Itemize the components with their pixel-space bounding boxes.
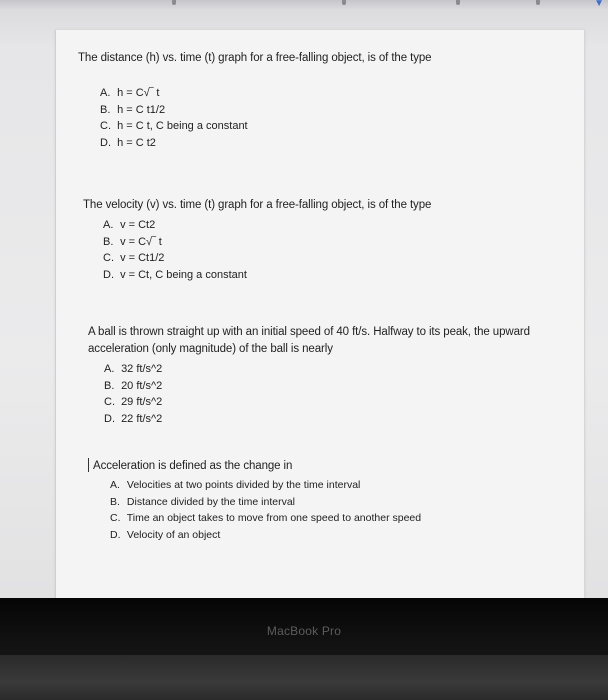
option-text: h = C t, C being a constant — [117, 120, 248, 132]
question-stem: A ball is thrown straight up with an initial speed of 40 ft/s. Halfway to its peak, the upward acceleration (only magnitude) of the ball is nearly — [88, 326, 530, 355]
browser-top-bar — [0, 0, 608, 10]
text-cursor — [88, 458, 89, 472]
question-stem: The velocity (v) vs. time (t) graph for a free-falling object, is of the type — [83, 199, 432, 211]
toolbar-marker — [456, 0, 460, 5]
option-letter: A. — [103, 219, 114, 231]
answer-options — [100, 85, 568, 151]
answer-option-a[interactable] — [104, 361, 568, 378]
option-text: v = Ct2 — [120, 219, 156, 231]
answer-option-a[interactable] — [100, 85, 568, 102]
option-text: Distance divided by the time interval — [126, 495, 296, 508]
option-text: Time an object takes to move from one speed to another speed — [126, 512, 422, 524]
device-brand-label: MacBook Pro — [266, 624, 342, 638]
question-1 — [78, 50, 568, 151]
chevron-down-icon[interactable]: ▼ — [594, 0, 604, 9]
option-text: 29 ft/s^2 — [121, 396, 163, 408]
answer-option-b[interactable] — [110, 494, 568, 511]
option-letter: C. — [100, 120, 111, 132]
question-stem: Acceleration is defined as the change in — [93, 460, 293, 472]
option-letter: B. — [100, 103, 111, 116]
option-text: v = Ct, C being a constant — [120, 268, 247, 281]
answer-option-c[interactable] — [110, 510, 568, 527]
answer-option-d[interactable] — [110, 527, 568, 544]
option-text: h = C t2 — [117, 136, 156, 149]
answer-option-d[interactable] — [104, 411, 568, 428]
answer-option-d[interactable] — [103, 267, 568, 284]
answer-option-c[interactable] — [100, 118, 568, 135]
question-2 — [83, 197, 568, 283]
toolbar-marker — [342, 0, 346, 5]
document-page — [55, 30, 585, 598]
option-letter: B. — [103, 235, 114, 248]
answer-option-d[interactable] — [100, 135, 568, 152]
option-text: 22 ft/s^2 — [121, 412, 163, 425]
answer-options — [103, 217, 568, 283]
toolbar-marker — [172, 0, 176, 5]
question-3 — [88, 324, 568, 427]
option-text: Velocity of an object — [126, 528, 221, 541]
answer-options — [104, 361, 568, 427]
option-text: h = C t1/2 — [117, 103, 166, 116]
option-letter: B. — [104, 379, 115, 392]
option-letter: D. — [100, 136, 111, 149]
option-text: v = C√‾ t — [120, 235, 162, 248]
option-letter: B. — [110, 495, 120, 508]
option-letter: D. — [103, 268, 114, 281]
answer-options — [110, 477, 568, 543]
answer-option-a[interactable] — [103, 217, 568, 234]
option-text: Velocities at two points divided by the time interval — [126, 479, 361, 491]
answer-option-a[interactable] — [110, 477, 568, 494]
answer-option-b[interactable] — [104, 378, 568, 395]
option-text: 32 ft/s^2 — [121, 363, 163, 375]
answer-option-b[interactable] — [100, 102, 568, 119]
option-letter: C. — [103, 252, 114, 264]
option-letter: A. — [104, 363, 115, 375]
answer-option-c[interactable] — [104, 394, 568, 411]
toolbar-marker — [536, 0, 540, 5]
option-letter: C. — [110, 512, 121, 524]
question-stem: The distance (h) vs. time (t) graph for a free-falling object, is of the type — [78, 52, 432, 64]
option-text: 20 ft/s^2 — [121, 379, 163, 392]
question-4 — [93, 458, 568, 543]
option-letter: A. — [110, 479, 120, 491]
option-text: v = Ct1/2 — [120, 252, 165, 264]
option-letter: D. — [110, 528, 121, 541]
option-letter: A. — [100, 87, 111, 99]
option-letter: C. — [104, 396, 115, 408]
laptop-bezel-base — [0, 655, 608, 700]
option-letter: D. — [104, 412, 115, 425]
answer-option-c[interactable] — [103, 250, 568, 267]
answer-option-b[interactable] — [103, 234, 568, 251]
option-text: h = C√‾ t — [117, 87, 160, 99]
